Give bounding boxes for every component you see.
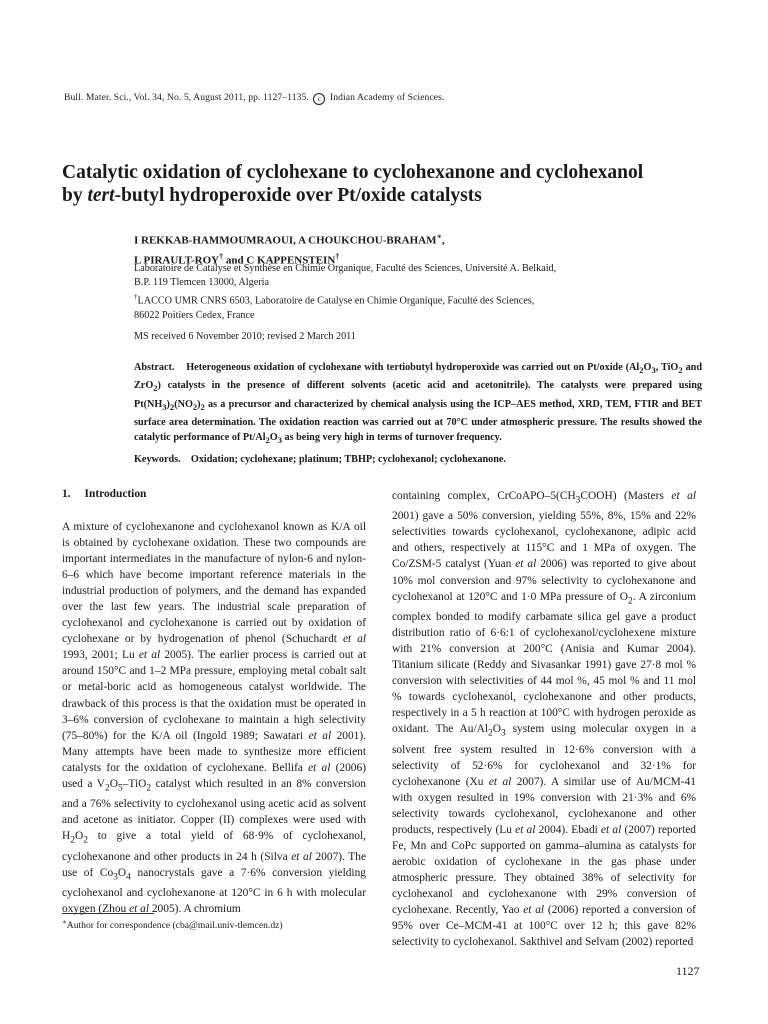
affiliation-2-address: 86022 Poitiers Cedex, France [134,310,255,321]
author-line-1: I REKKAB-HAMMOUMRAOUI, A CHOUKCHOU-BRAHAM∗, [134,232,445,247]
title-line-2: by tert-butyl hydroperoxide over Pt/oxide catalysts [62,185,482,206]
body-column-right [392,488,696,950]
keywords-label: Keywords. [134,454,181,465]
keywords-text: Oxidation; cyclohexane; platinum; TBHP; cyclohexanol; cyclohexanone. [190,454,506,465]
footnote-divider [62,913,154,914]
paragraph: containing complex, CrCoAPO–$5(CH_3COOH)$ (Masters et al 2001) gave a 50% conversion, yielding 55%, 8%, 15% and 22% selectivities towards cyclohexanol, cyclohexanone, adipic acid and others, respectively at 115°C and 1 MPa of oxygen. The Co/ZSM-5 catalyst (Yuan et al 2006) was reported to give about 10% mol conversion and 97% selectivity to cyclohexanone and cyclohexanol at 120°C and 1·0 MPa pressure of $O_2$. A zirconium complex bonded to modify carbamate silica gel gave a product distribution ratio of 6·6:1 of cyclohexanol/cyclohexene mixture with 21% conversion at 200°C (Anisia and Kumar 2004). Titanium silicate (Reddy and Sivasankar 1991) gave 27·8 mol % conversion with selectivities of 44 mol %, 45 mol % and 11 mol % towards cyclohexanol, cyclohexanone and other products, respectively in a 5 h reaction at 100°C with hydrogen peroxide as oxidant. The $Au/Al_2O_3$ system using molecular oxygen in a solvent free system resulted in 12·6% conversion with a selectivity of 52·6% for cyclohexanol and 32·1% for cyclohexanone (Xu et al 2007). A similar use of Au/MCM-41 with oxygen resulted in 19% conversion with 21·3% and 6% selectivity towards cyclohexanol, cyclohexanone and other products, respectively (Lu et al 2004). Ebadi et al (2007) reported Fe, Mn and CoPc supported on gamma–alumina as catalysts for aerobic oxidation of cyclohexane in the gas phase under atmospheric pressure. They obtained 38% of selectivity for cyclohexanol and cyclohexanone with 29% conversion of cyclohexane. Recently, Yao et al (2006) reported a conversion of 95% over Ce–MCM-41 at 100°C over 12 h; this gave 82% selectivity to cyclohexanol. Sakthivel and Selvam (2002) reported [392,490,696,949]
paper-title [62,161,722,207]
copyright-icon: c [313,93,325,105]
title-line-1: Catalytic oxidation of cyclohexane to cyclohexanone and cyclohexanol [62,162,644,183]
affiliation-1: Laboratoire de Catalyse et Synthèse en Chimie Organique, Faculté des Sciences, Université A. Belkaid, [134,263,557,274]
paragraph: A mixture of cyclohexanone and cyclohexanol known as K/A oil is obtained by cyclohexane oxidation. These two compounds are important intermediates in the manufacture of nylon-6 and nylon-6–6 which have become important reference materials in the industrial production of polymers, and the demand has expanded over the last few years. The industrial scale preparation of cyclohexanol and cyclohexanone is carried out by oxidation of cyclohexane or by hydrogenation of phenol (Schuchardt et al 1993, 2001; Lu et al 2005). The earlier process is carried out at around 150°C and 1–2 MPa pressure, employing metal cobalt salt or metal-boric acid as homogeneous catalyst worldwide. The drawback of this process is that the oxidation must be operated in 3–6% conversion of cyclohexane to maintain a high selectivity (75–80%) for the K/A oil (Ingold 1989; Sawatari et al 2001). Many attempts have been made to synthesize more efficient catalysts for the oxidation of cyclohexane. Bellifa et al (2006) used a $V_2O_5-TiO_2$ catalyst which resulted in an 8% conversion and a 76% selectivity to cyclohexanol using acetic acid as solvent and acetone as initiator. Copper (II) complexes were used with $H_2O_2$ to give a total yield of 68·9% of cyclohexanol, cyclohexanone and other products in 24 h (Silva et al 2007). The use of $Co_3O_4$ nanocrystals gave a 7·6% conversion yielding cyclohexanol and cyclohexanone at 120°C in 6 h with molecular oxygen (Zhou et al 2005). A chromium [62,521,367,915]
footnote-mark: ∗ [62,918,67,926]
affiliation-2: †LACCO UMR CNRS 6503, Laboratoire de Catalyse en Chimie Organique, Faculté des Sciences, [134,293,535,307]
footnote-text: Author for correspondence (cba@mail.univ-tlemcen.dz) [66,920,283,932]
received-dates: MS received 6 November 2010; revised 2 March 2011 [134,331,356,342]
body-column-left [62,519,366,917]
page-number: 1127 [676,964,700,978]
footnote [62,918,283,931]
publisher-name: Indian Academy of Sciences. [329,92,445,103]
keywords [134,454,702,465]
affiliations [134,262,734,323]
section-heading [62,488,146,500]
abstract: Abstract. Heterogeneous oxidation of cyclohexane with tertiobutyl hydroperoxide was carried out on Pt/oxide ($Al_2O_3$, TiO$_2$ and ZrO$_2$) catalysts in the presence of different solvents (acetic acid and acetonitrile). The catalysts were prepared using $Pt(NH_3)_2(NO_2)_2$ as a precursor and characterized by chemical analysis using the ICP–AES method, XRD, TEM, FTIR and BET surface area determination. The oxidation reaction was carried out at 70°C under atmospheric pressure. The results showed the catalytic performance of $Pt/Al_2O_3$ as being very high in terms of turnover frequency. [134,362,702,446]
journal-citation [64,92,445,105]
journal-citation-text: Bull. Mater. Sci., Vol. 34, No. 5, August 2011, pp. 1127–1135. [64,92,309,103]
section-title: Introduction [84,488,147,500]
author-line-2: L PIRAULT-ROY† and C KAPPENSTEIN† [134,251,340,267]
section-number: 1. [62,488,71,500]
abstract-label: Abstract. [134,362,175,373]
affiliation-1-address: B.P. 119 Tlemcen 13000, Algeria [134,277,269,289]
